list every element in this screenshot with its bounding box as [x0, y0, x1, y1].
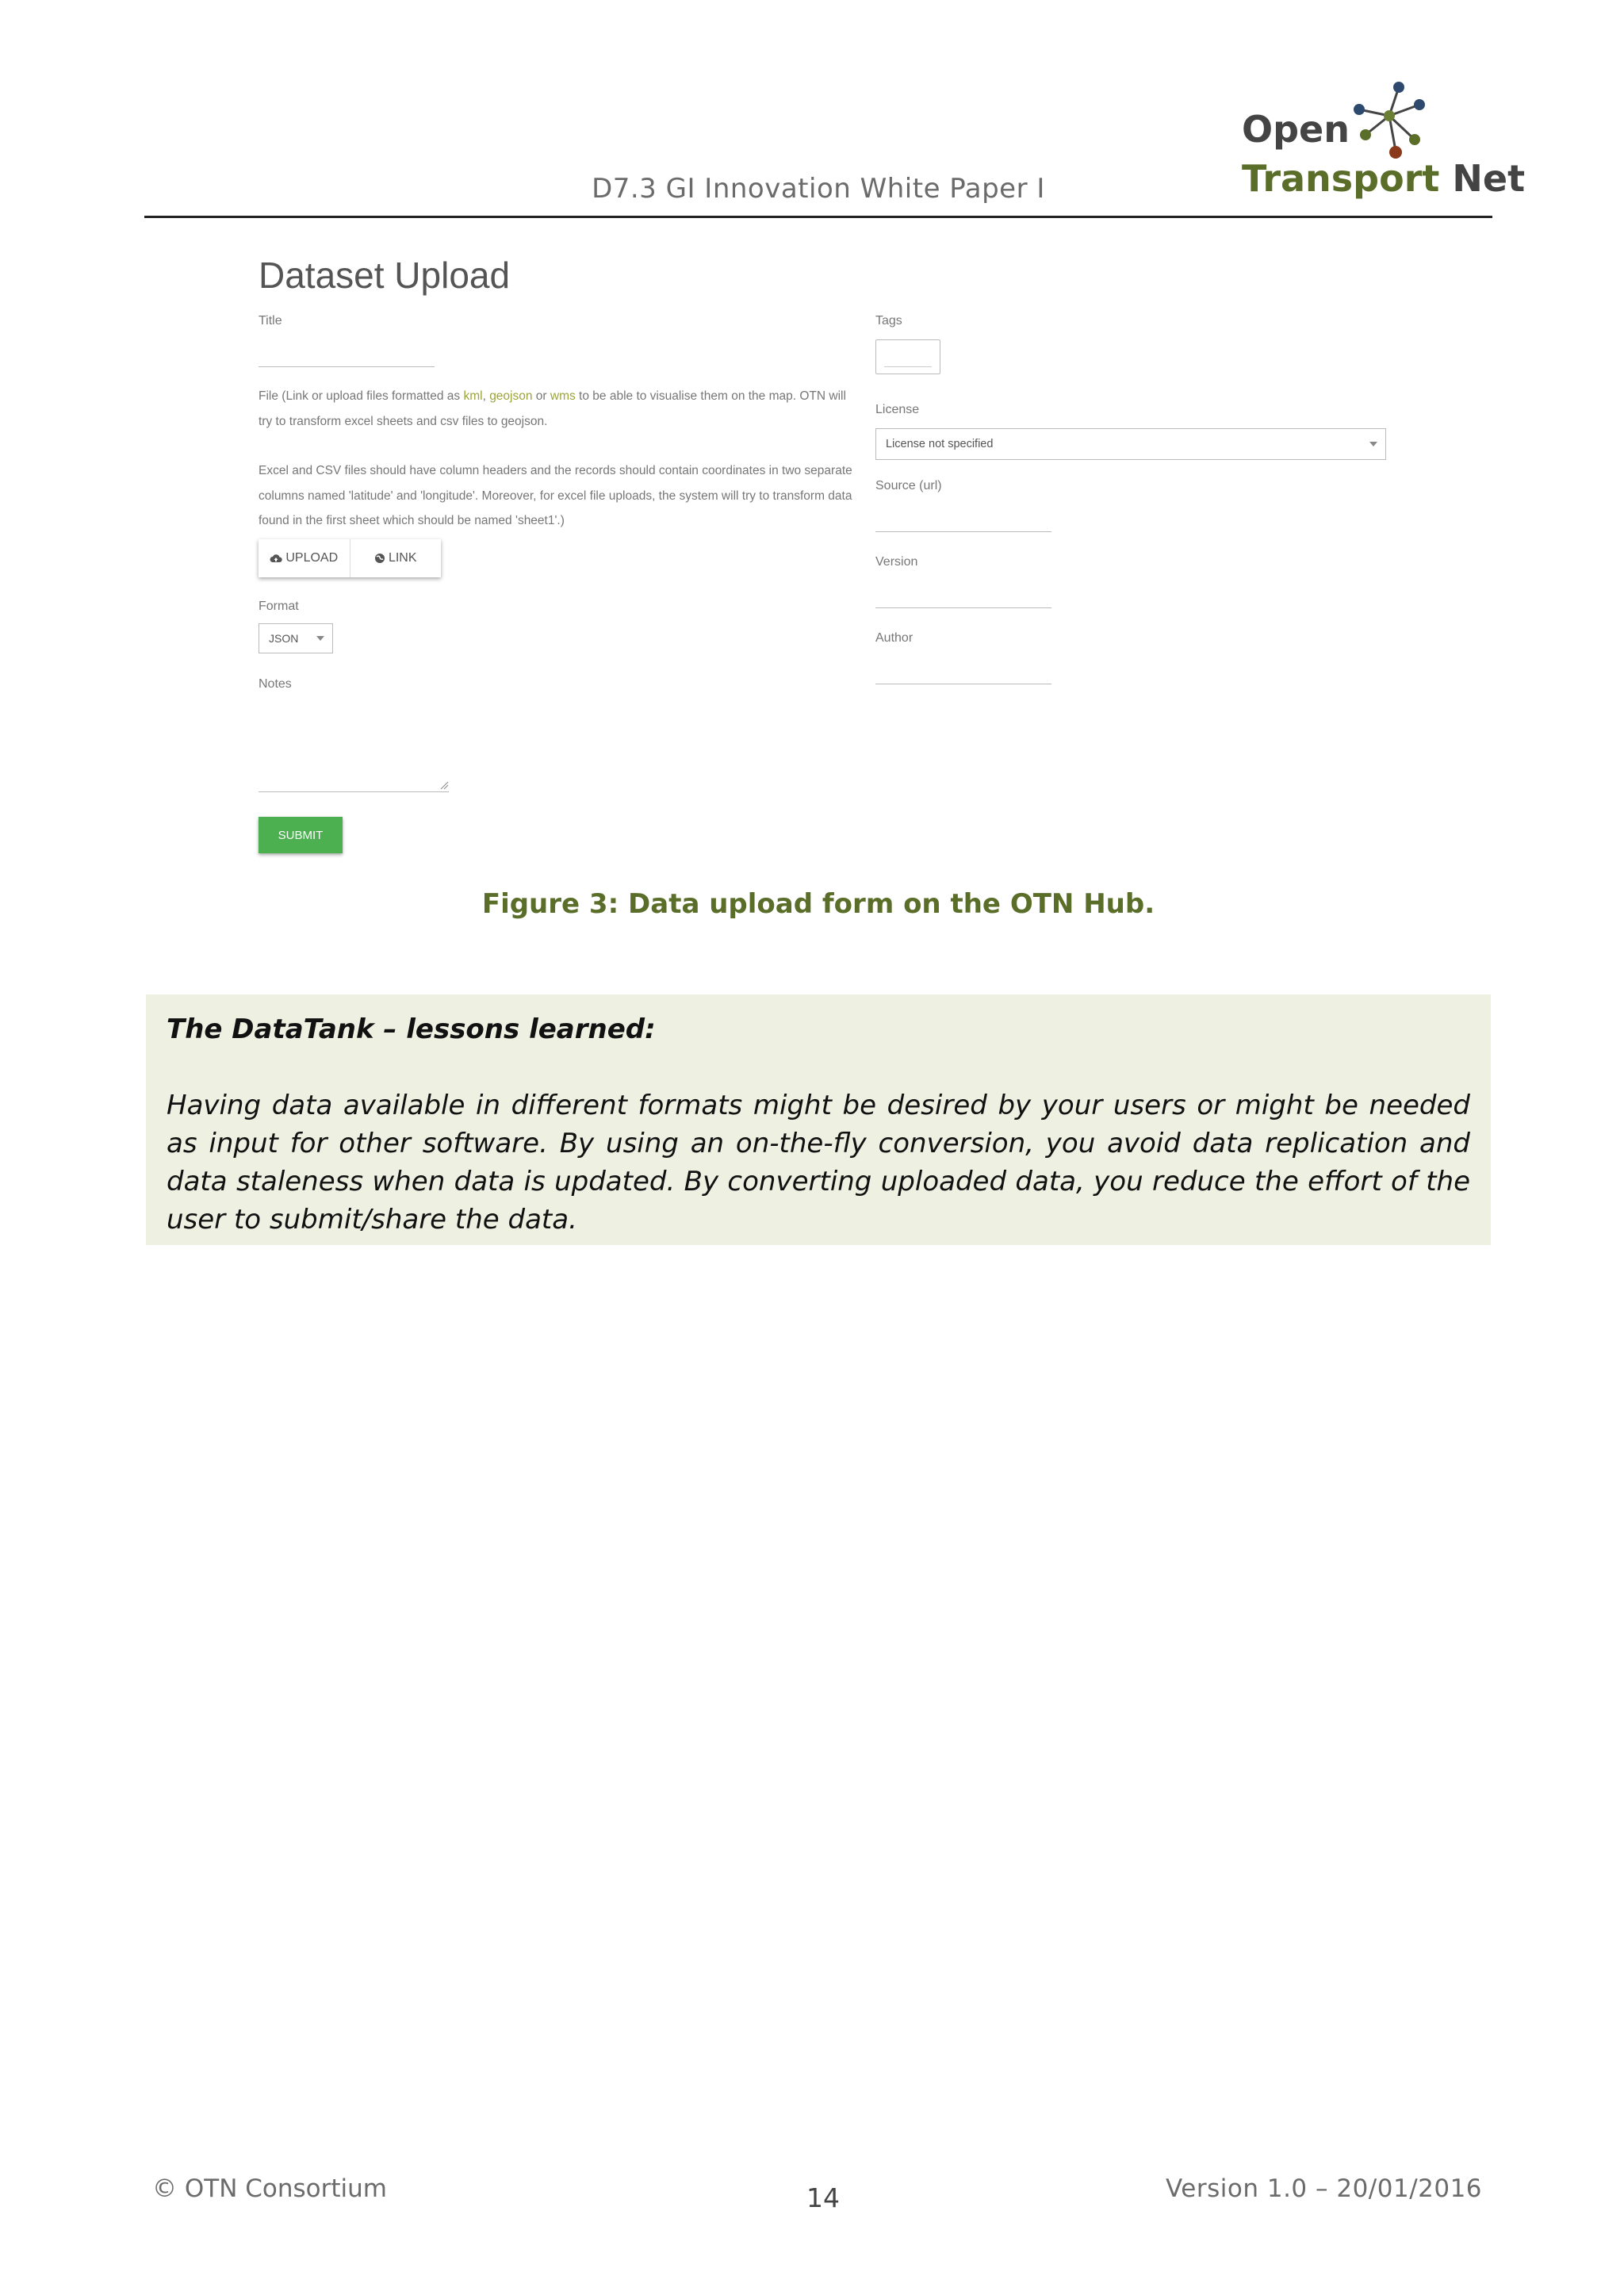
- logo-net-text: Net: [1452, 157, 1526, 200]
- upload-button[interactable]: [259, 539, 350, 577]
- wms-link[interactable]: wms: [550, 389, 576, 403]
- figure-caption: Figure 3: Data upload form on the OTN Hub.: [481, 888, 1155, 920]
- document-title: D7.3 GI Innovation White Paper I: [592, 173, 1045, 205]
- lessons-learned-box: [146, 994, 1491, 1245]
- header-divider: [144, 216, 1492, 218]
- dataset-upload-form: [259, 246, 1392, 872]
- file-source-buttons: [259, 539, 441, 577]
- version-input[interactable]: [875, 607, 1051, 608]
- file-text-1: File (Link or upload files formatted as: [259, 389, 464, 403]
- author-label: Author: [875, 631, 914, 645]
- lessons-title: The DataTank – lessons learned:: [167, 1013, 656, 1045]
- notes-label: Notes: [259, 677, 292, 691]
- title-input[interactable]: [259, 366, 435, 367]
- form-heading: Dataset Upload: [259, 255, 511, 296]
- source-input[interactable]: [875, 531, 1051, 532]
- link-button-label: LINK: [388, 551, 417, 565]
- title-label: Title: [259, 314, 282, 328]
- format-select-value: JSON: [269, 632, 299, 645]
- license-select[interactable]: [875, 428, 1386, 460]
- file-sep-2: or: [532, 389, 550, 403]
- submit-button[interactable]: SUBMIT: [259, 817, 343, 853]
- upload-button-label: UPLOAD: [285, 551, 339, 565]
- notes-textarea[interactable]: [259, 717, 449, 792]
- logo-transport-text: Transport: [1242, 157, 1440, 200]
- chevron-down-icon: [316, 636, 324, 641]
- network-logo-icon: [1343, 79, 1431, 167]
- tags-input[interactable]: [875, 339, 940, 374]
- link-button[interactable]: [350, 539, 442, 577]
- cloud-upload-icon: [270, 554, 282, 563]
- globe-icon: [374, 553, 385, 564]
- page-number: 14: [806, 2182, 840, 2213]
- lessons-body: Having data available in different formats might be desired by your users or might be needed as input for other software. By using an on-the-fly conversion, you avoid data replication and data staleness when data is updated. By converting uploaded data, you reduce the effort of the user to submit/share the data.: [167, 1090, 1470, 1236]
- footer-version: Version 1.0 – 20/01/2016: [1166, 2174, 1483, 2203]
- resize-handle-icon[interactable]: [439, 780, 449, 790]
- format-select[interactable]: [259, 623, 333, 653]
- geojson-link[interactable]: geojson: [489, 389, 533, 403]
- logo-word-open: Open: [1242, 108, 1350, 151]
- chevron-down-icon: [1369, 442, 1377, 446]
- format-label: Format: [259, 600, 299, 613]
- file-description: [259, 384, 853, 434]
- logo-word-transport: [1242, 157, 1525, 200]
- kml-link[interactable]: kml: [463, 389, 483, 403]
- license-label: License: [875, 403, 920, 416]
- tags-label: Tags: [875, 314, 902, 328]
- source-label: Source (url): [875, 479, 942, 492]
- file-sep-1: ,: [482, 389, 490, 403]
- excel-note: Excel and CSV files should have column headers and the records should contain coordinates in two separate columns named 'latitude' and 'longitude'. Moreover, for excel file uploads, the system will try to transform data found in the first sheet which should be named 'sheet1'.): [259, 464, 852, 527]
- footer-copyright: © OTN Consortium: [152, 2174, 387, 2203]
- version-label: Version: [875, 555, 918, 569]
- otn-logo: [1242, 79, 1526, 206]
- file-text-2: to be able to visualise them on the map. OTN will try to transform excel sheets and csv files to geojson.: [259, 389, 846, 428]
- license-select-value: License not specified: [886, 438, 994, 450]
